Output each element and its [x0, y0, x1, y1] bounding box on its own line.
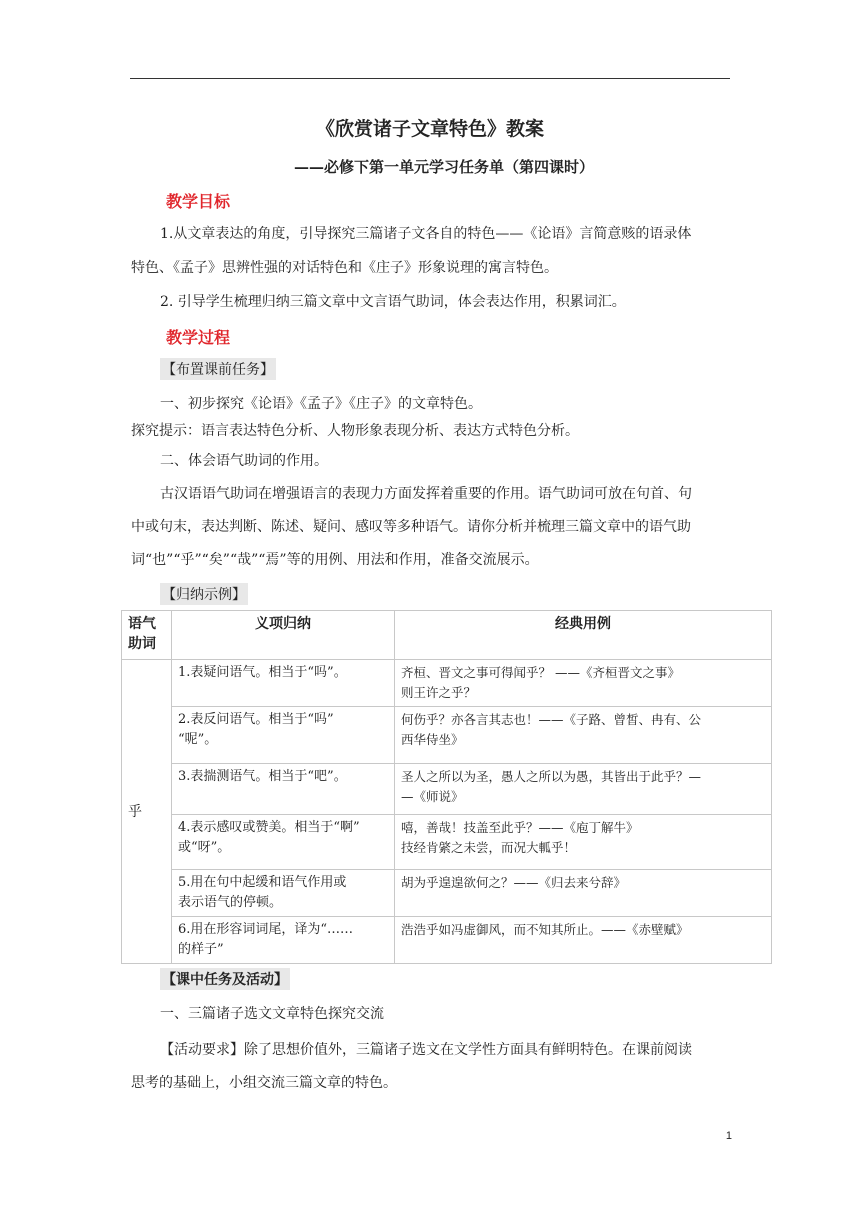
in-class-tag: 【课中任务及活动】	[160, 968, 290, 990]
goal-1-line-2: 特色、《孟子》思辨性强的对话特色和《庄子》形象说理的寓言特色。	[131, 260, 558, 276]
example-cell: 何伤乎？亦各言其志也！——《子路、曾皙、冉有、公 西华侍坐》	[395, 707, 772, 764]
goal-1-line-1: 1.从文章表达的角度，引导探究三篇诸子文各自的特色——《论语》言简意赅的语录体	[160, 226, 692, 242]
table-row	[122, 660, 772, 707]
document-subtitle: ——必修下第一单元学习任务单（第四课时）	[293, 158, 594, 176]
section-heading-process: 教学过程	[166, 328, 231, 347]
goal-2: 2. 引导学生梳理归纳三篇文章中文言语气助词，体会表达作用，积累词汇。	[160, 294, 626, 310]
example-cell: 浩浩乎如冯虚御风，而不知其所止。——《赤壁赋》	[395, 917, 772, 964]
table-row	[122, 917, 772, 964]
table-row	[122, 764, 772, 815]
particle-cell: 乎	[122, 660, 172, 964]
page-number: 1	[725, 1130, 732, 1142]
table-row	[122, 707, 772, 764]
table-row	[122, 870, 772, 917]
table-header-row	[122, 611, 772, 660]
example-cell: 胡为乎遑遑欲何之？——《归去来兮辞》	[395, 870, 772, 917]
particle-table	[121, 610, 772, 964]
column-header: 经典用例	[395, 611, 772, 660]
column-header: 语气 助词	[122, 611, 172, 660]
task-2-para-line-3: 词“也”“乎”“矣”“哉”“焉”等的用例、用法和作用，准备交流展示。	[131, 552, 539, 568]
example-tag: 【归纳示例】	[160, 583, 248, 605]
task-1-hint: 探究提示：语言表达特色分析、人物形象表现分析、表达方式特色分析。	[131, 423, 579, 439]
task-2: 二、体会语气助词的作用。	[160, 453, 328, 469]
meaning-cell: 3.表揣测语气。相当于“吧”。	[172, 764, 395, 815]
meaning-cell: 5.用在句中起缓和语气作用或 表示语气的停顿。	[172, 870, 395, 917]
task-2-para-line-2: 中或句末，表达判断、陈述、疑问、感叹等多种语气。请你分析并梳理三篇文章中的语气助	[131, 519, 691, 535]
activity-requirement-line-1: 【活动要求】除了思想价值外，三篇诸子选文在文学性方面具有鲜明特色。在课前阅读	[160, 1042, 692, 1058]
activity-requirement-line-2: 思考的基础上，小组交流三篇文章的特色。	[131, 1075, 397, 1091]
document-title: 《欣赏诸子文章特色》教案	[315, 118, 544, 140]
pre-task-tag: 【布置课前任务】	[160, 358, 276, 380]
example-cell: 圣人之所以为圣，愚人之所以为愚，其皆出于此乎？— —《师说》	[395, 764, 772, 815]
meaning-cell: 4.表示感叹或赞美。相当于“啊” 或“呀”。	[172, 815, 395, 870]
meaning-cell: 1.表疑问语气。相当于“吗”。	[172, 660, 395, 707]
meaning-cell: 2.表反问语气。相当于“吗” “呢”。	[172, 707, 395, 764]
task-1: 一、初步探究《论语》《孟子》《庄子》的文章特色。	[160, 396, 482, 412]
meaning-cell: 6.用在形容词词尾，译为“…… 的样子”	[172, 917, 395, 964]
section-heading-goals: 教学目标	[166, 192, 231, 211]
activity-1: 一、三篇诸子选文文章特色探究交流	[160, 1006, 384, 1022]
task-2-para-line-1: 古汉语语气助词在增强语言的表现力方面发挥着重要的作用。语气助词可放在句首、句	[160, 486, 692, 502]
example-cell: 嘻，善哉！技盖至此乎？——《庖丁解牛》 技经肯綮之未尝，而况大軱乎！	[395, 815, 772, 870]
example-cell: 齐桓、晋文之事可得闻乎？ ——《齐桓晋文之事》 则王许之乎？	[395, 660, 772, 707]
column-header: 义项归纳	[172, 611, 395, 660]
table-row	[122, 815, 772, 870]
header-rule	[130, 78, 730, 79]
